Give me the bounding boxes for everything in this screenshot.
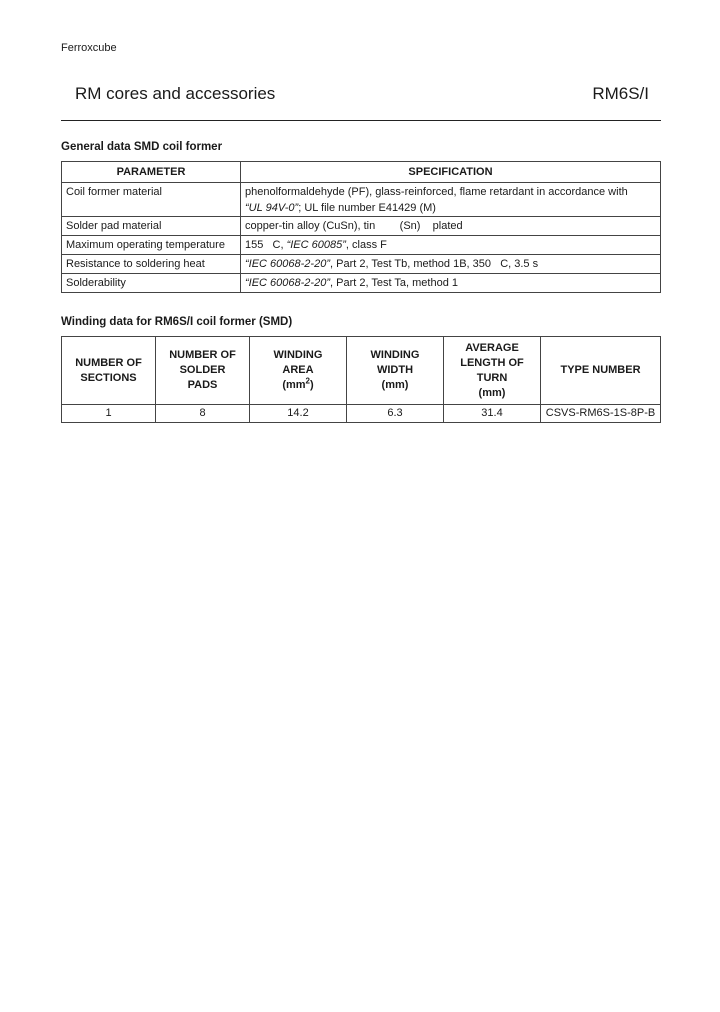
param-cell: Coil former material: [62, 183, 241, 217]
header-line: TURN: [476, 371, 508, 384]
winding-data-table: [61, 336, 661, 423]
header-parameter: PARAMETER: [62, 162, 241, 183]
cell-winding-area: 14.2: [250, 405, 347, 423]
header-line: WIDTH: [376, 364, 414, 376]
unit-text: (mm: [282, 379, 306, 391]
header-line: [252, 378, 344, 393]
document-title: RM cores and accessories: [75, 84, 276, 103]
param-cell: Resistance to soldering heat: [62, 255, 241, 274]
spec-cell: [241, 274, 661, 293]
header-line: NUMBER OF: [75, 356, 142, 369]
header-type-number: [541, 337, 661, 405]
header-line: PADS: [187, 379, 218, 391]
header-rule: [61, 120, 661, 121]
standard-ref: “IEC 60068-2-20”: [245, 258, 330, 270]
spec-text: , class F: [345, 239, 387, 251]
unit-text: ): [310, 379, 314, 391]
spec-cell: copper-tin alloy (CuSn), tin (Sn) plated: [241, 217, 661, 236]
header-line: SOLDER: [179, 364, 226, 376]
unit-exponent: 2: [305, 376, 310, 386]
param-cell: Solder pad material: [62, 217, 241, 236]
spec-cell: [241, 183, 661, 217]
header-sections: [62, 337, 156, 405]
standard-ref: “UL 94V-0”: [245, 202, 299, 214]
header-line: WINDING: [370, 349, 420, 361]
header-line: SECTIONS: [80, 371, 137, 384]
spec-cell: [241, 255, 661, 274]
spec-line: phenolformaldehyde (PF), glass-reinforced, flame retardant in accordance with: [245, 186, 628, 198]
cell-sections: 1: [62, 405, 156, 423]
winding-data-title: Winding data for RM6S/I coil former (SMD): [61, 316, 293, 328]
standard-ref: “IEC 60068-2-20”: [245, 277, 330, 289]
cell-solder-pads: 8: [156, 405, 250, 423]
table-header-row: [62, 162, 661, 183]
standard-ref: “IEC 60085”: [286, 239, 346, 251]
spec-text: 155 C,: [245, 239, 287, 251]
header-line: LENGTH OF: [460, 356, 524, 369]
table-header-row: [62, 337, 661, 405]
header-line: (mm): [478, 386, 506, 399]
header-line: AVERAGE: [465, 341, 519, 354]
table-row: [62, 217, 661, 236]
table-row: [62, 255, 661, 274]
spec-text: , Part 2, Test Ta, method 1: [330, 277, 458, 289]
header-line: TYPE NUMBER: [560, 364, 641, 376]
cell-type-number: CSVS-RM6S-1S-8P-B: [541, 405, 661, 423]
general-data-table: [61, 161, 661, 293]
table-row: [62, 183, 661, 217]
header-winding-area: [250, 337, 347, 405]
header-line: AREA: [282, 364, 314, 376]
header-specification: SPECIFICATION: [241, 162, 661, 183]
param-cell: Solderability: [62, 274, 241, 293]
table-row: [62, 274, 661, 293]
cell-average-length: 31.4: [444, 405, 541, 423]
brand-name: Ferroxcube: [61, 42, 117, 54]
cell-winding-width: 6.3: [347, 405, 444, 423]
table-row: [62, 405, 661, 423]
header-winding-width: [347, 337, 444, 405]
header-average-length: [444, 337, 541, 405]
spec-text: ; UL file number E41429 (M): [298, 202, 436, 214]
general-data-title: General data SMD coil former: [61, 141, 223, 153]
spec-cell: [241, 236, 661, 255]
header-line: WINDING: [273, 349, 323, 361]
header-solder-pads: [156, 337, 250, 405]
spec-text: , Part 2, Test Tb, method 1B, 350 C, 3.5 s: [330, 258, 539, 270]
header-line: NUMBER OF: [169, 349, 236, 361]
table-row: [62, 236, 661, 255]
header-line: (mm): [381, 379, 409, 391]
product-code: RM6S/I: [592, 84, 649, 103]
param-cell: Maximum operating temperature: [62, 236, 241, 255]
spec-line: [245, 200, 656, 216]
